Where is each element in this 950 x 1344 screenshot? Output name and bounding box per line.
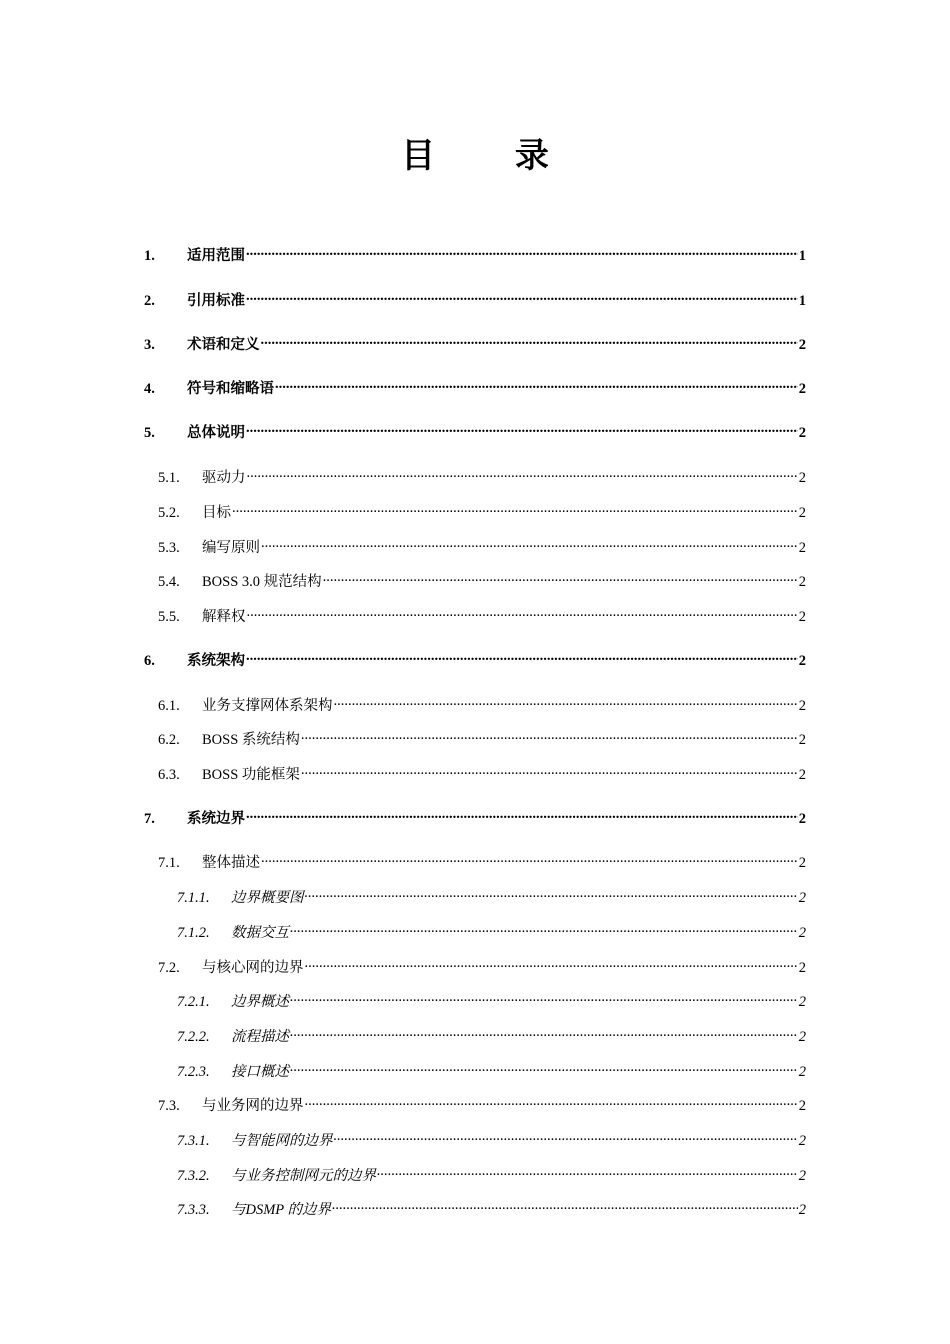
toc-entry[interactable]	[144, 805, 806, 828]
toc-entry-label: 业务支撑网体系架构	[202, 698, 333, 714]
toc-entry-number: 6.1.	[158, 698, 180, 714]
toc-dot-leader	[334, 1127, 798, 1145]
toc-entry[interactable]	[177, 988, 806, 1011]
toc-entry-label: 系统架构	[187, 653, 245, 669]
toc-dot-leader	[290, 919, 798, 937]
toc-entry[interactable]	[158, 849, 806, 872]
toc-entry-page-number: 2	[798, 574, 806, 590]
toc-entry-page-number: 2	[798, 1202, 806, 1218]
toc-entry-label: 与核心网的边界	[202, 960, 304, 976]
toc-entry-label: 数据交互	[231, 925, 289, 941]
toc-dot-leader	[301, 726, 798, 744]
toc-entry-page-number: 2	[798, 855, 806, 871]
toc-entry-page-number: 2	[798, 960, 806, 976]
toc-entry-number: 7.1.2.	[177, 925, 210, 941]
toc-entry-number: 5.	[144, 425, 155, 441]
toc-entry-number: 6.	[144, 653, 155, 669]
toc-entry-label: 引用标准	[187, 293, 245, 309]
toc-entry[interactable]	[158, 568, 806, 591]
toc-entry-number: 7.3.3.	[177, 1202, 210, 1218]
toc-entry-page-number: 2	[798, 994, 806, 1010]
toc-entry[interactable]	[177, 1058, 806, 1081]
page-title: 目 录	[401, 136, 583, 176]
toc-dot-leader	[232, 499, 798, 517]
toc-entry-number: 7.2.	[158, 960, 180, 976]
toc-entry-page-number: 2	[798, 767, 806, 783]
toc-entry-page-number: 2	[798, 609, 806, 625]
toc-entry-label: 与DSMP 的边界	[231, 1202, 332, 1218]
toc-entry-number: 7.1.1.	[177, 890, 210, 906]
toc-dot-leader	[301, 761, 798, 779]
toc-entry[interactable]	[144, 647, 806, 670]
toc-entry-number: 7.2.2.	[177, 1029, 210, 1045]
toc-entry-number: 7.3.	[158, 1098, 180, 1114]
toc-dot-leader	[377, 1162, 798, 1180]
toc-dot-leader	[246, 242, 798, 260]
toc-entry[interactable]	[144, 287, 806, 310]
toc-entry-page-number: 2	[798, 732, 806, 748]
toc-entry-page-number: 2	[798, 1133, 806, 1149]
toc-dot-leader	[247, 464, 798, 482]
toc-dot-leader	[332, 1196, 798, 1214]
toc-entry-label: 解释权	[202, 609, 246, 625]
toc-entry-number: 5.4.	[158, 574, 180, 590]
toc-entry-label: 边界概述	[231, 994, 289, 1010]
toc-entry[interactable]	[158, 761, 806, 784]
toc-dot-leader	[323, 568, 798, 586]
toc-entry-label: 编写原则	[202, 540, 260, 556]
toc-dot-leader	[305, 884, 798, 902]
toc-entry-number: 7.2.1.	[177, 994, 210, 1010]
toc-entry-page-number: 2	[798, 1064, 806, 1080]
toc-entry-number: 7.1.	[158, 855, 180, 871]
toc-dot-leader	[305, 954, 798, 972]
toc-entry-label: 目标	[202, 505, 231, 521]
toc-entry-label: 总体说明	[187, 425, 245, 441]
toc-entry[interactable]	[177, 1127, 806, 1150]
toc-entry[interactable]	[177, 1023, 806, 1046]
toc-entry[interactable]	[158, 692, 806, 715]
toc-entry-label: 接口概述	[231, 1064, 289, 1080]
toc-dot-leader	[261, 331, 798, 349]
toc-entry-label: 符号和缩略语	[187, 381, 274, 397]
toc-entry[interactable]	[158, 499, 806, 522]
toc-dot-leader	[305, 1092, 798, 1110]
toc-entry-label: 整体描述	[202, 855, 260, 871]
toc-entry[interactable]	[144, 331, 806, 354]
toc-entry-page-number: 2	[798, 1098, 806, 1114]
toc-entry-label: 与业务控制网元的边界	[231, 1168, 376, 1184]
toc-entry-label: BOSS 系统结构	[202, 732, 300, 748]
toc-entry[interactable]	[144, 375, 806, 398]
toc-entry-label: 术语和定义	[187, 337, 260, 353]
toc-entry-number: 5.5.	[158, 609, 180, 625]
toc-entry-page-number: 2	[798, 470, 806, 486]
toc-entry-number: 7.2.3.	[177, 1064, 210, 1080]
toc-entry[interactable]	[158, 954, 806, 977]
toc-entry-label: 系统边界	[187, 811, 245, 827]
toc-entry-page-number: 2	[798, 698, 806, 714]
toc-dot-leader	[246, 647, 798, 665]
toc-entry[interactable]	[177, 884, 806, 907]
toc-entry-number: 6.3.	[158, 767, 180, 783]
toc-entry-page-number: 2	[798, 653, 806, 669]
toc-dot-leader	[261, 849, 798, 867]
toc-dot-leader	[246, 419, 798, 437]
toc-entry-page-number: 2	[798, 811, 806, 827]
toc-entry-number: 3.	[144, 337, 155, 353]
toc-entry[interactable]	[144, 242, 806, 265]
toc-dot-leader	[246, 287, 798, 305]
toc-entry-label: 驱动力	[202, 470, 246, 486]
toc-dot-leader	[290, 988, 798, 1006]
toc-dot-leader	[247, 603, 798, 621]
toc-entry-label: 适用范围	[187, 248, 245, 264]
toc-dot-leader	[275, 375, 798, 393]
toc-entry-label: 流程描述	[231, 1029, 289, 1045]
toc-entry[interactable]	[177, 1196, 806, 1219]
toc-dot-leader	[246, 805, 798, 823]
toc-entry-page-number: 2	[798, 1029, 806, 1045]
toc-entry-page-number: 2	[798, 925, 806, 941]
toc-entry-number: 7.3.1.	[177, 1133, 210, 1149]
toc-entry-page-number: 2	[798, 1168, 806, 1184]
toc-entry[interactable]	[158, 603, 806, 626]
toc-entry-label: BOSS 3.0 规范结构	[202, 574, 322, 590]
toc-entry-page-number: 2	[798, 381, 806, 397]
toc-entry-page-number: 1	[798, 293, 806, 309]
toc-entry-number: 7.	[144, 811, 155, 827]
toc-entry[interactable]	[177, 919, 806, 942]
toc-entry-page-number: 1	[798, 248, 806, 264]
toc-entry[interactable]	[177, 1162, 806, 1185]
toc-entry-number: 1.	[144, 248, 155, 264]
toc-entry-page-number: 2	[798, 540, 806, 556]
toc-entry-label: 与业务网的边界	[202, 1098, 304, 1114]
toc-entry-number: 2.	[144, 293, 155, 309]
toc-entry-label: 与智能网的边界	[231, 1133, 333, 1149]
toc-entry-number: 7.3.2.	[177, 1168, 210, 1184]
toc-entry-number: 4.	[144, 381, 155, 397]
toc-dot-leader	[290, 1058, 798, 1076]
toc-entry-number: 5.3.	[158, 540, 180, 556]
toc-entry-page-number: 2	[798, 505, 806, 521]
toc-entry-number: 6.2.	[158, 732, 180, 748]
toc-entry[interactable]	[158, 726, 806, 749]
toc-entry-label: BOSS 功能框架	[202, 767, 300, 783]
toc-dot-leader	[290, 1023, 798, 1041]
toc-entry-number: 5.1.	[158, 470, 180, 486]
toc-entry[interactable]	[158, 1092, 806, 1115]
toc-entry-page-number: 2	[798, 425, 806, 441]
toc-dot-leader	[261, 534, 798, 552]
toc-entry[interactable]	[158, 464, 806, 487]
toc-entry-page-number: 2	[798, 890, 806, 906]
toc-dot-leader	[334, 692, 798, 710]
toc-entry-label: 边界概要图	[231, 890, 304, 906]
toc-entry-page-number: 2	[798, 337, 806, 353]
toc-entry-number: 5.2.	[158, 505, 180, 521]
toc-entry[interactable]	[144, 419, 806, 442]
toc-entry[interactable]	[158, 534, 806, 557]
